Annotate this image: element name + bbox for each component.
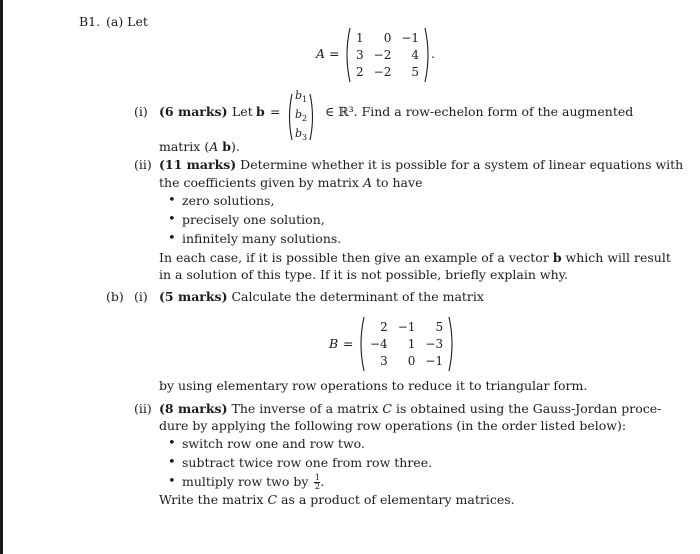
qii-line2: the coefficients given by matrix A to have (159, 175, 423, 190)
bi-line1: (5 marks) Calculate the determinant of the matrix (159, 289, 484, 304)
matrix-a-period: . (431, 46, 435, 61)
qi-line2: matrix (A b). (159, 139, 240, 154)
matrix-b-cell: 3 (380, 353, 388, 368)
matrix-a-cell: −2 (373, 47, 392, 62)
matrix-b-cell: −3 (425, 336, 444, 351)
bullet-item: • zero solutions, (182, 193, 274, 209)
bullet-item: • infinitely many solutions. (182, 231, 341, 247)
left-edge-border (0, 0, 3, 554)
qi-number: (i) (134, 104, 148, 119)
vector-b-entry: $b_3$ (295, 127, 308, 143)
matrix-a (343, 27, 432, 83)
matrix-a-cell: 1 (356, 30, 364, 45)
matrix-a-cell: 5 (411, 64, 420, 79)
bii-line2: dure by applying the following row operations (in the order listed below): (159, 418, 627, 433)
matrix-a-cells (351, 30, 424, 81)
qii-line1: (11 marks) Determine whether it is possible for a system of linear equations with (159, 157, 684, 172)
matrix-b-cell: 2 (380, 319, 388, 334)
bi-continuation: by using elementary row operations to reduce it to triangular form. (159, 378, 588, 393)
right-paren-icon (309, 93, 316, 141)
left-paren-icon (343, 27, 351, 83)
matrix-b-cell: 1 (407, 336, 416, 351)
vector-b-entry: $b_1$ (295, 89, 308, 105)
matrix-a-cell: 4 (411, 47, 420, 62)
matrix-b (357, 316, 456, 372)
matrix-b-cell: −1 (397, 319, 416, 334)
matrix-b-cell: −1 (425, 353, 444, 368)
left-paren-icon (286, 93, 293, 141)
matrix-a-cell: 0 (383, 30, 392, 45)
matrix-b-name: B (329, 336, 339, 351)
bullet-item: • switch row one and row two. (182, 436, 365, 452)
matrix-a-cell: −2 (373, 64, 392, 79)
bullet-item: • subtract twice row one from row three. (182, 455, 432, 471)
qi-lead: Let (232, 104, 253, 119)
matrix-a-cell: 2 (356, 64, 364, 79)
question-number: B1. (79, 14, 101, 29)
qii-para-line1: In each case, if it is possible then give an example of a vector b which will result (159, 250, 671, 265)
bi-number: (i) (134, 289, 148, 304)
part-a-label: (a) Let (106, 14, 148, 29)
qii-para-line2: in a solution of this type. If it is not possible, briefly explain why. (159, 267, 569, 282)
fraction-one-half: $\frac{1}{2}$ (314, 473, 320, 491)
matrix-a-cell: 3 (356, 47, 364, 62)
qi-equals: = (270, 104, 281, 119)
matrix-a-equals: = (329, 46, 340, 61)
bii-last-line: Write the matrix C as a product of elementary matrices. (159, 492, 515, 507)
matrix-a-cell: −1 (401, 30, 420, 45)
vector-b-cells (293, 88, 309, 146)
bii-number: (ii) (134, 401, 152, 416)
bullet-item: • multiply row two by $\frac{1}{2}$ . (182, 474, 324, 491)
vector-b (286, 88, 316, 146)
vector-b-entry: $b_2$ (295, 108, 308, 124)
matrix-b-equals: = (343, 336, 354, 351)
matrix-b-cell: 5 (435, 319, 444, 334)
part-b-label: (b) (106, 289, 124, 304)
matrix-b-cell: 0 (407, 353, 416, 368)
qi-bold-b: b (256, 104, 265, 119)
bullet-item: • precisely one solution, (182, 212, 325, 228)
bii-line1: (8 marks) The inverse of a matrix C is obtained using the Gauss-Jordan proce- (159, 401, 662, 416)
qi-marks: (6 marks) (159, 104, 228, 119)
right-paren-icon (448, 316, 456, 372)
qii-number: (ii) (134, 157, 152, 172)
left-paren-icon (357, 316, 365, 372)
qi-text: ∈ ℝ³. Find a row-echelon form of the augmented (325, 104, 634, 119)
matrix-b-cell: −4 (370, 336, 388, 351)
matrix-a-name: A (316, 46, 326, 61)
matrix-b-cells (365, 319, 448, 370)
